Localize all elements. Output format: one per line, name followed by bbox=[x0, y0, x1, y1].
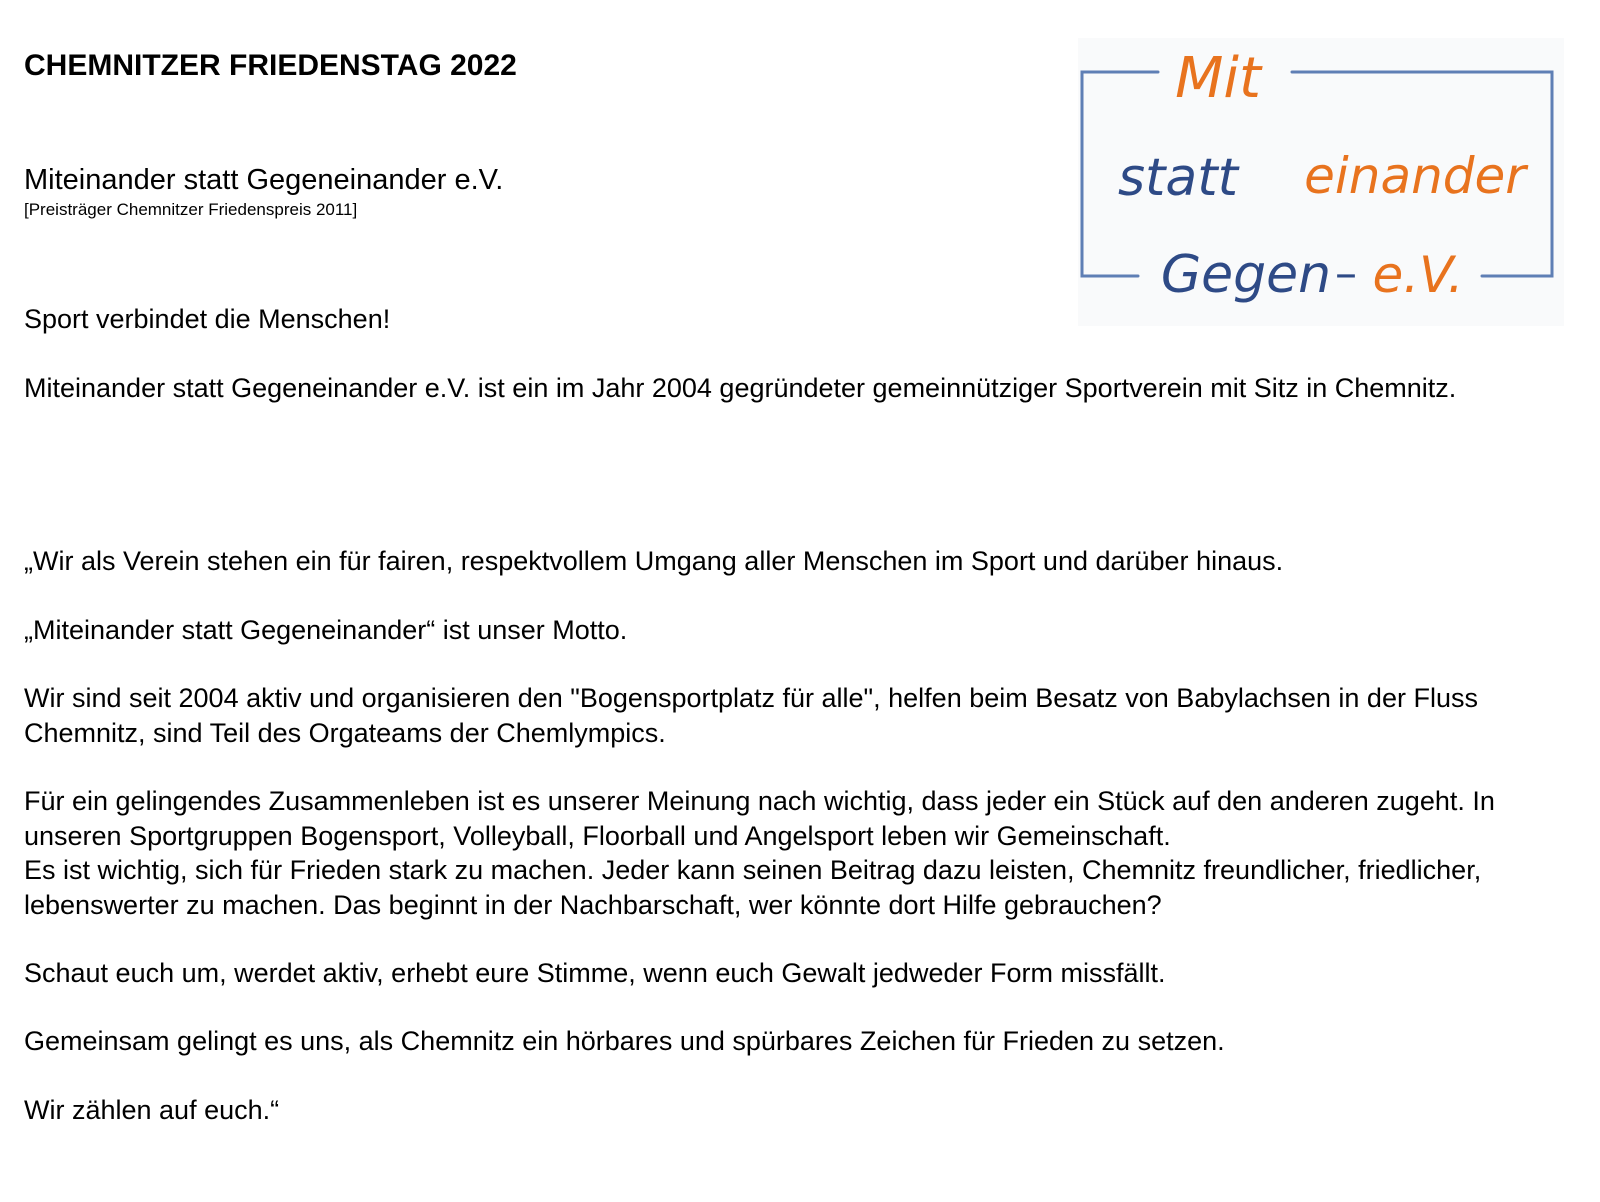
logo-word-statt: statt bbox=[1117, 148, 1239, 208]
paragraph-quote-start: „Wir als Verein stehen ein für fairen, respektvollem Umgang aller Menschen im Sport und darüber hinaus. bbox=[24, 546, 1284, 576]
paragraph-intro: Miteinander statt Gegeneinander e.V. ist ein im Jahr 2004 gegründeter gemeinnütziger Sportverein mit Sitz in Chemnitz. bbox=[24, 373, 1457, 403]
logo-word-ev: e.V. bbox=[1372, 246, 1464, 304]
paragraph-slogan: Sport verbindet die Menschen! bbox=[24, 304, 391, 334]
paragraph-peace: Es ist wichtig, sich für Frieden stark zu machen. Jeder kann seinen Beitrag dazu leisten, Chemnitz freundlicher, friedlicher, lebenswerter zu machen. Das beginnt in der Nachbarschaft, wer könnte dort Hilfe gebrauchen? bbox=[24, 855, 1482, 920]
logo-dash: – bbox=[1335, 248, 1357, 299]
document-title: CHEMNITZER FRIEDENSTAG 2022 bbox=[24, 49, 517, 82]
paragraph-activities: Wir sind seit 2004 aktiv und organisieren den "Bogensportplatz für alle", helfen beim Besatz von Babylachsen in der Fluss Chemnitz, sind Teil des Orgateams der Chemlympics. bbox=[24, 683, 1478, 748]
paragraph-closing: Wir zählen auf euch.“ bbox=[24, 1095, 280, 1125]
organization-logo bbox=[1078, 38, 1564, 326]
paragraph-together: Gemeinsam gelingt es uns, als Chemnitz ein hörbares und spürbares Zeichen für Frieden zu setzen. bbox=[24, 1026, 1225, 1056]
logo-word-gegen: Gegen bbox=[1160, 245, 1332, 305]
paragraph-motto: „Miteinander statt Gegeneinander“ ist unser Motto. bbox=[24, 615, 628, 645]
logo-word-einander: einander bbox=[1304, 147, 1526, 205]
organization-name: Miteinander statt Gegeneinander e.V. bbox=[24, 164, 504, 196]
organization-prize: [Preisträger Chemnitzer Friedenspreis 2011] bbox=[24, 200, 358, 219]
paragraph-community: Für ein gelingendes Zusammenleben ist es unserer Meinung nach wichtig, dass jeder ein Stück auf den anderen zugeht. In unseren Sportgruppen Bogensport, Volleyball, Floorball und Angelsport leben wir Gemeinschaft. bbox=[24, 786, 1495, 851]
logo-word-mit: Mit bbox=[1175, 46, 1261, 111]
paragraph-call-to-action: Schaut euch um, werdet aktiv, erhebt eure Stimme, wenn euch Gewalt jedweder Form missfällt. bbox=[24, 958, 1166, 988]
